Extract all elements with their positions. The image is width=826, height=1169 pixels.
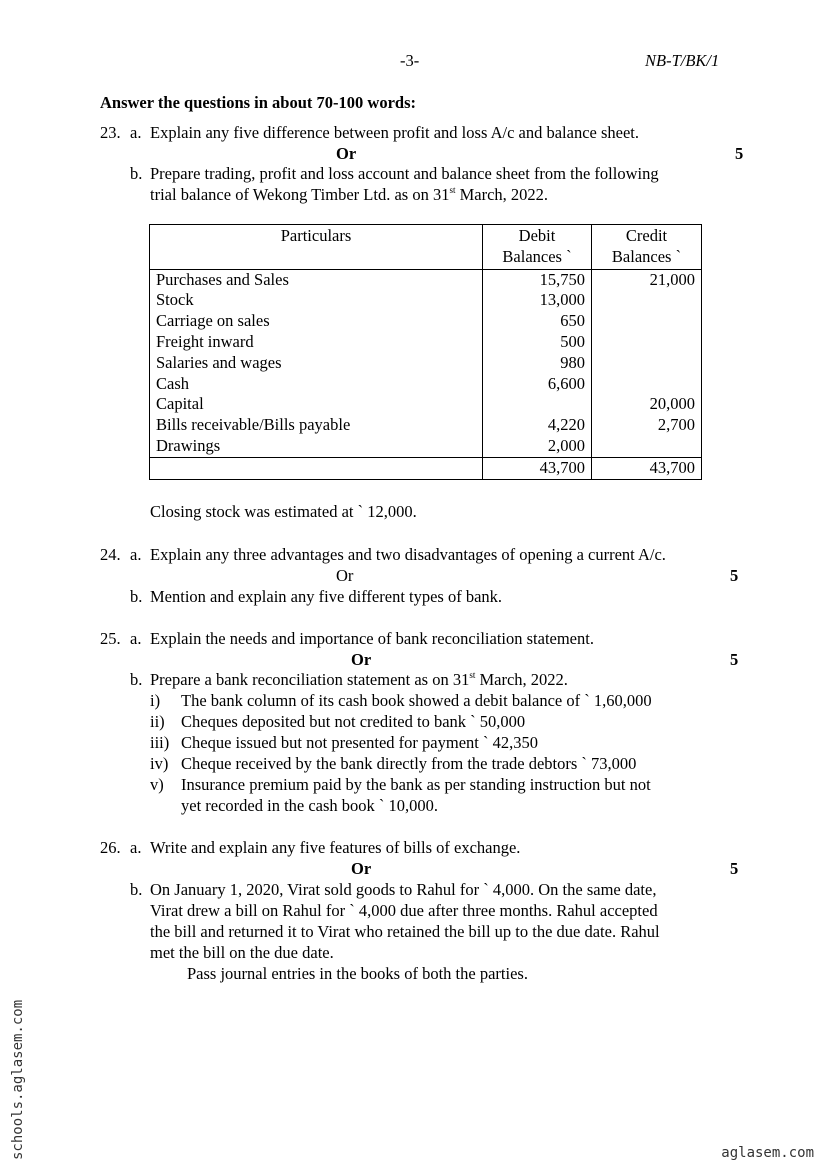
credit-cell: 2,700 (657, 415, 695, 435)
q25-a-text: Explain the needs and importance of bank reconciliation statement. (150, 629, 594, 648)
q24-a-label: a. (130, 545, 142, 564)
credit-cell: 20,000 (649, 394, 695, 414)
q23-b-label: b. (130, 164, 143, 183)
q25-number: 25. (100, 629, 121, 648)
q23-b-text-line2: trial balance of Wekong Timber Ltd. as on 31st March, 2022. (150, 185, 549, 204)
q26-b-line: the bill and returned it to Virat who retained the bill up to the due date. Rahul (150, 922, 660, 941)
debit-cell: 2,000 (547, 435, 585, 455)
q24-or: Or (336, 566, 354, 585)
header-debit: Debit Balances ` (483, 225, 592, 270)
q24-b-text: Mention and explain any five different types of bank. (150, 587, 503, 606)
q25-item-text-cont: yet recorded in the cash book ` 10,000. (181, 796, 439, 815)
q26-a-label: a. (130, 838, 142, 857)
q23-a-text: Explain any five difference between profit and loss A/c and balance sheet. (150, 123, 640, 142)
debit-column (483, 269, 592, 457)
debit-cell (489, 394, 585, 415)
table-row: Drawings (156, 435, 221, 455)
q25-item-text: The bank column of its cash book showed a debit balance of ` 1,60,000 (181, 691, 652, 710)
credit-cell (598, 332, 695, 353)
q25-b-text: Prepare a bank reconciliation statement as on 31st March, 2022. (150, 670, 568, 689)
q26-b-label: b. (130, 880, 143, 899)
credit-cell (598, 353, 695, 374)
trial-balance-table (149, 224, 702, 480)
q26-b-instruction: Pass journal entries in the books of both the parties. (187, 964, 528, 983)
debit-cell: 500 (560, 331, 585, 351)
q23-marks: 5 (735, 144, 744, 163)
debit-cell: 650 (560, 311, 585, 331)
debit-cell: 6,600 (547, 373, 585, 393)
q26-b-line: Virat drew a bill on Rahul for ` 4,000 due after three months. Rahul accepted (150, 901, 658, 920)
credit-cell (598, 311, 695, 332)
q25-item-text: Cheque received by the bank directly from the trade debtors ` 73,000 (181, 754, 637, 773)
footer-watermark: aglasem.com (721, 1145, 814, 1161)
q24-b-label: b. (130, 587, 143, 606)
q25-or: Or (351, 650, 372, 669)
header-particulars: Particulars (150, 225, 483, 270)
q23-a-label: a. (130, 123, 142, 142)
credit-cell: 21,000 (649, 269, 695, 289)
q26-b-line: On January 1, 2020, Virat sold goods to Rahul for ` 4,000. On the same date, (150, 880, 657, 899)
q25-item-text: Cheque issued but not presented for payment ` 42,350 (181, 733, 538, 752)
q26-or: Or (351, 859, 372, 878)
q25-a-label: a. (130, 629, 142, 648)
debit-cell: 4,220 (547, 415, 585, 435)
q25-item-label: i) (150, 691, 161, 710)
table-row: Stock (156, 290, 194, 310)
q24-marks: 5 (730, 566, 739, 585)
q25-item-text: Cheques deposited but not credited to bank ` 50,000 (181, 712, 526, 731)
credit-cell (598, 436, 695, 457)
table-row: Freight inward (156, 331, 254, 351)
q23-number: 23. (100, 123, 121, 142)
paper-code: NB-T/BK/1 (645, 51, 720, 70)
side-watermark: schools.aglasem.com (10, 999, 26, 1160)
q24-a-text: Explain any three advantages and two disadvantages of opening a current A/c. (150, 545, 666, 564)
debit-cell: 15,750 (539, 269, 585, 289)
total-debit: 43,700 (483, 457, 592, 479)
credit-column (592, 269, 702, 457)
q25-item-label: iv) (150, 754, 169, 773)
q23-b-text-line1: Prepare trading, profit and loss account and balance sheet from the following (150, 164, 659, 183)
total-blank (150, 457, 483, 479)
q26-marks: 5 (730, 859, 739, 878)
q24-number: 24. (100, 545, 121, 564)
q25-item-label: ii) (150, 712, 165, 731)
q25-item-text: Insurance premium paid by the bank as per standing instruction but not (181, 775, 651, 794)
q26-a-text: Write and explain any five features of bills of exchange. (150, 838, 521, 857)
table-row: Bills receivable/Bills payable (156, 415, 351, 435)
table-body (150, 269, 702, 457)
q25-b-label: b. (130, 670, 143, 689)
closing-stock-note: Closing stock was estimated at ` 12,000. (150, 502, 417, 521)
header-credit: Credit Balances ` (592, 225, 702, 270)
table-row: Capital (156, 394, 204, 414)
table-header-row (150, 225, 702, 270)
table-total-row (150, 457, 702, 479)
debit-cell: 13,000 (539, 290, 585, 310)
q25-item-label: v) (150, 775, 164, 794)
credit-cell (598, 374, 695, 395)
q25-marks: 5 (730, 650, 739, 669)
page-number: -3- (400, 51, 420, 70)
table-row: Salaries and wages (156, 352, 282, 372)
total-credit: 43,700 (592, 457, 702, 479)
table-row: Purchases and Sales (156, 269, 289, 289)
section-instruction: Answer the questions in about 70-100 words: (100, 93, 416, 112)
q23-or: Or (336, 144, 357, 163)
debit-cell: 980 (560, 352, 585, 372)
q26-number: 26. (100, 838, 121, 857)
particulars-column (150, 269, 483, 457)
table-row: Cash (156, 373, 189, 393)
q25-item-label: iii) (150, 733, 170, 752)
q26-b-line: met the bill on the due date. (150, 943, 334, 962)
table-row: Carriage on sales (156, 311, 270, 331)
credit-cell (598, 290, 695, 311)
